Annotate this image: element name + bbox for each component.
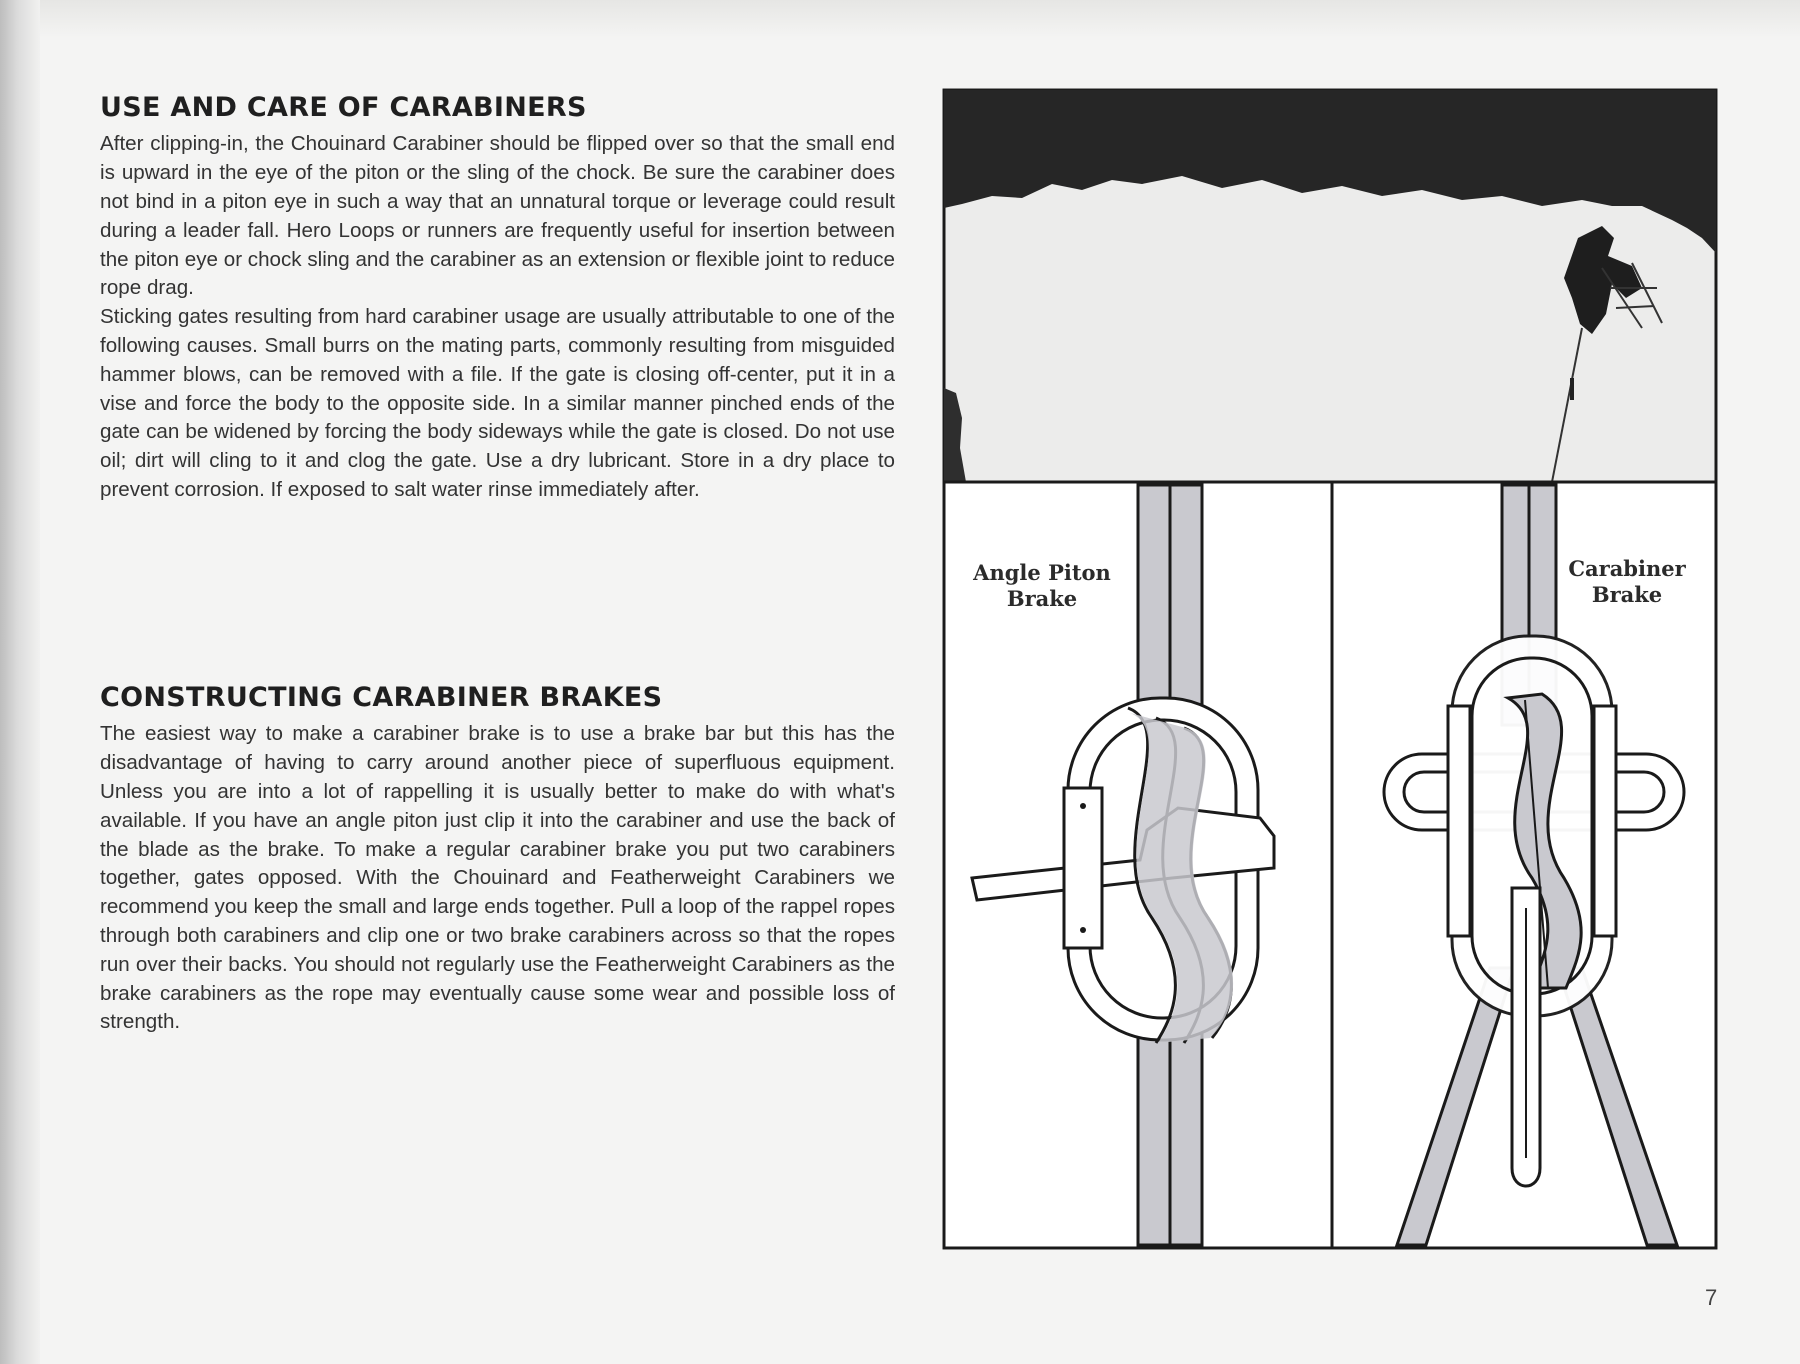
page-top-edge [40,0,1800,38]
label-carabiner-line2: Brake [1591,582,1663,607]
heading-constructing-brakes: CONSTRUCTING CARABINER BRAKES [100,682,663,713]
figure-illustration [942,88,1718,1250]
climbing-photo [944,90,1716,482]
label-angle-piton-brake [962,560,1122,612]
paragraph-brakes: The easiest way to make a carabiner brake is to use a brake bar but this has the disadvantage of having to carry around another piece of superfluous equipment. Unless you are into a lot of rappelling it is usually better to make do with what's available. If you have an angle piton just clip it into the carabiner and use the back of the blade as the brake. To make a regular carabiner brake you put two carabiners together, gates opposed. With the Chouinard and Featherweight Carabiners we recommend you keep the small and large ends together. Pull a loop of the rappel ropes through both carabiners and clip one or two brake carabiners across so that the ropes run over their backs. You should not regularly use the Featherweight Carabiners as the brake carabiners as the rope may eventually cause some wear and possible loss of strength. [100,722,895,1034]
page-number: 7 [1705,1285,1718,1310]
label-carabiner-brake [1552,556,1702,608]
figure-panel [942,88,1718,1250]
label-angle-piton-line1: Angle Piton [973,560,1111,585]
label-angle-piton-line2: Brake [1006,586,1078,611]
label-carabiner-line1: Carabiner [1568,556,1686,581]
section-carabiner-brakes [100,682,895,1037]
paragraph-clipping-in: After clipping-in, the Chouinard Carabiner should be flipped over so that the small end is upward in the eye of the piton or the sling of the chock. Be sure the carabiner does not bind in a piton eye in such a way that an unnatural torque or leverage could result during a leader fall. Hero Loops or runners are frequently useful for insertion between the piton eye or chock sling and the carabiner as an extension or flexible joint to reduce rope drag. [100,132,895,300]
paragraph-sticking-gates: Sticking gates resulting from hard carabiner usage are usually attributable to one of the following causes. Small burrs on the mating parts, commonly resulting from misguided hammer blows, can be removed with a file. If the gate is closing off-center, put it in a vise and force the body to the opposite side. In a similar manner pinched ends of the gate can be widened by forcing the body sideways while the gate is closed. Do not use oil; dirt will cling to it and clog the gate. Use a dry lubricant. Store in a dry place to prevent corrosion. If exposed to salt water rinse immediately after. [100,305,895,501]
section-use-and-care [100,92,895,505]
heading-use-and-care: USE AND CARE OF CARABINERS [100,92,587,123]
book-spine-shadow [0,0,40,1364]
